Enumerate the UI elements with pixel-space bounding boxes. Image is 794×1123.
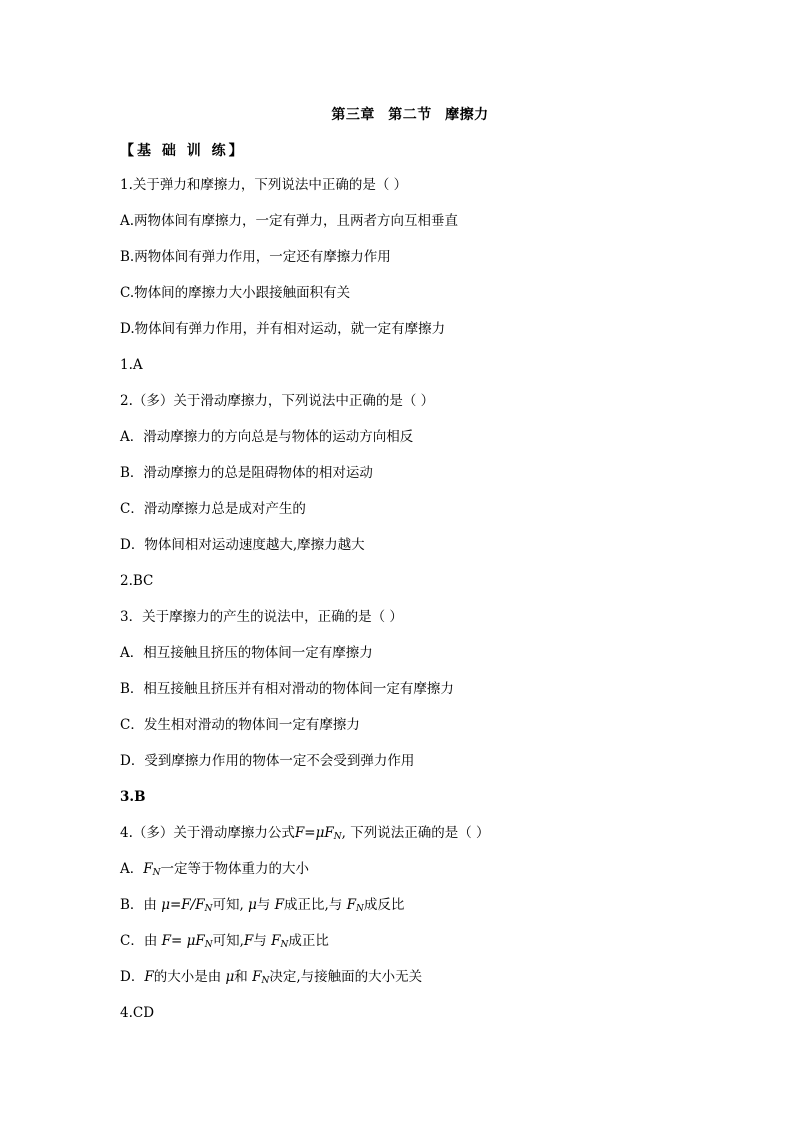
page-title bbox=[0, 104, 794, 124]
topic-label: 摩擦力 bbox=[445, 107, 489, 123]
chapter-label: 第三章 bbox=[331, 107, 375, 123]
question-3-answer: 3.B bbox=[120, 789, 146, 805]
question-1-answer: 1.A bbox=[120, 357, 143, 373]
question-4-option-b: B．由 $\mu=F/F_N$可知, μ与 F成正比,与 $F_N$成反比 bbox=[120, 897, 405, 914]
question-2-answer: 2.BC bbox=[120, 573, 154, 589]
question-2-option-a: A．滑动摩擦力的方向总是与物体的运动方向相反 bbox=[120, 429, 414, 445]
question-3-option-b: B．相互接触且挤压并有相对滑动的物体间一定有摩擦力 bbox=[120, 681, 454, 697]
question-2-option-b: B．滑动摩擦力的总是阻碍物体的相对运动 bbox=[120, 465, 373, 481]
section-label: 第二节 bbox=[388, 107, 432, 123]
question-4-option-a: A．$F_N$一定等于物体重力的大小 bbox=[120, 861, 309, 878]
question-1-option-a: A.两物体间有摩擦力，一定有弹力，且两者方向互相垂直 bbox=[120, 213, 459, 229]
question-4-option-c: C．由 $F= \mu F_N$可知,F与 $F_N$成正比 bbox=[120, 933, 329, 950]
question-4-option-d: D．F的大小是由 μ和 $F_N$决定,与接触面的大小无关 bbox=[120, 969, 423, 986]
question-3-option-c: C．发生相对滑动的物体间一定有摩擦力 bbox=[120, 717, 360, 733]
question-2-option-d: D．物体间相对运动速度越大,摩擦力越大 bbox=[120, 537, 365, 553]
question-1-option-d: D.物体间有弹力作用，并有相对运动，就一定有摩擦力 bbox=[120, 321, 446, 337]
question-1-option-b: B.两物体间有弹力作用，一定还有摩擦力作用 bbox=[120, 249, 391, 265]
question-2-option-c: C．滑动摩擦力总是成对产生的 bbox=[120, 501, 306, 517]
question-2-stem: 2.（多）关于滑动摩擦力，下列说法中正确的是（ ） bbox=[120, 393, 435, 409]
question-3-option-d: D．受到摩擦力作用的物体一定不会受到弹力作用 bbox=[120, 753, 415, 769]
question-1-option-c: C.物体间的摩擦力大小跟接触面积有关 bbox=[120, 285, 351, 301]
section-heading: 【基 础 训 练】 bbox=[120, 143, 246, 159]
question-3-option-a: A．相互接触且挤压的物体间一定有摩擦力 bbox=[120, 645, 373, 661]
question-1-stem: 1.关于弹力和摩擦力，下列说法中正确的是（ ） bbox=[120, 177, 408, 193]
question-4-stem: 4.（多）关于滑动摩擦力公式$F=\mu F_N$, 下列说法正确的是（ ） bbox=[120, 825, 490, 842]
question-3-stem: 3．关于摩擦力的产生的说法中，正确的是（ ） bbox=[120, 609, 403, 625]
question-4-answer: 4.CD bbox=[120, 1005, 155, 1021]
